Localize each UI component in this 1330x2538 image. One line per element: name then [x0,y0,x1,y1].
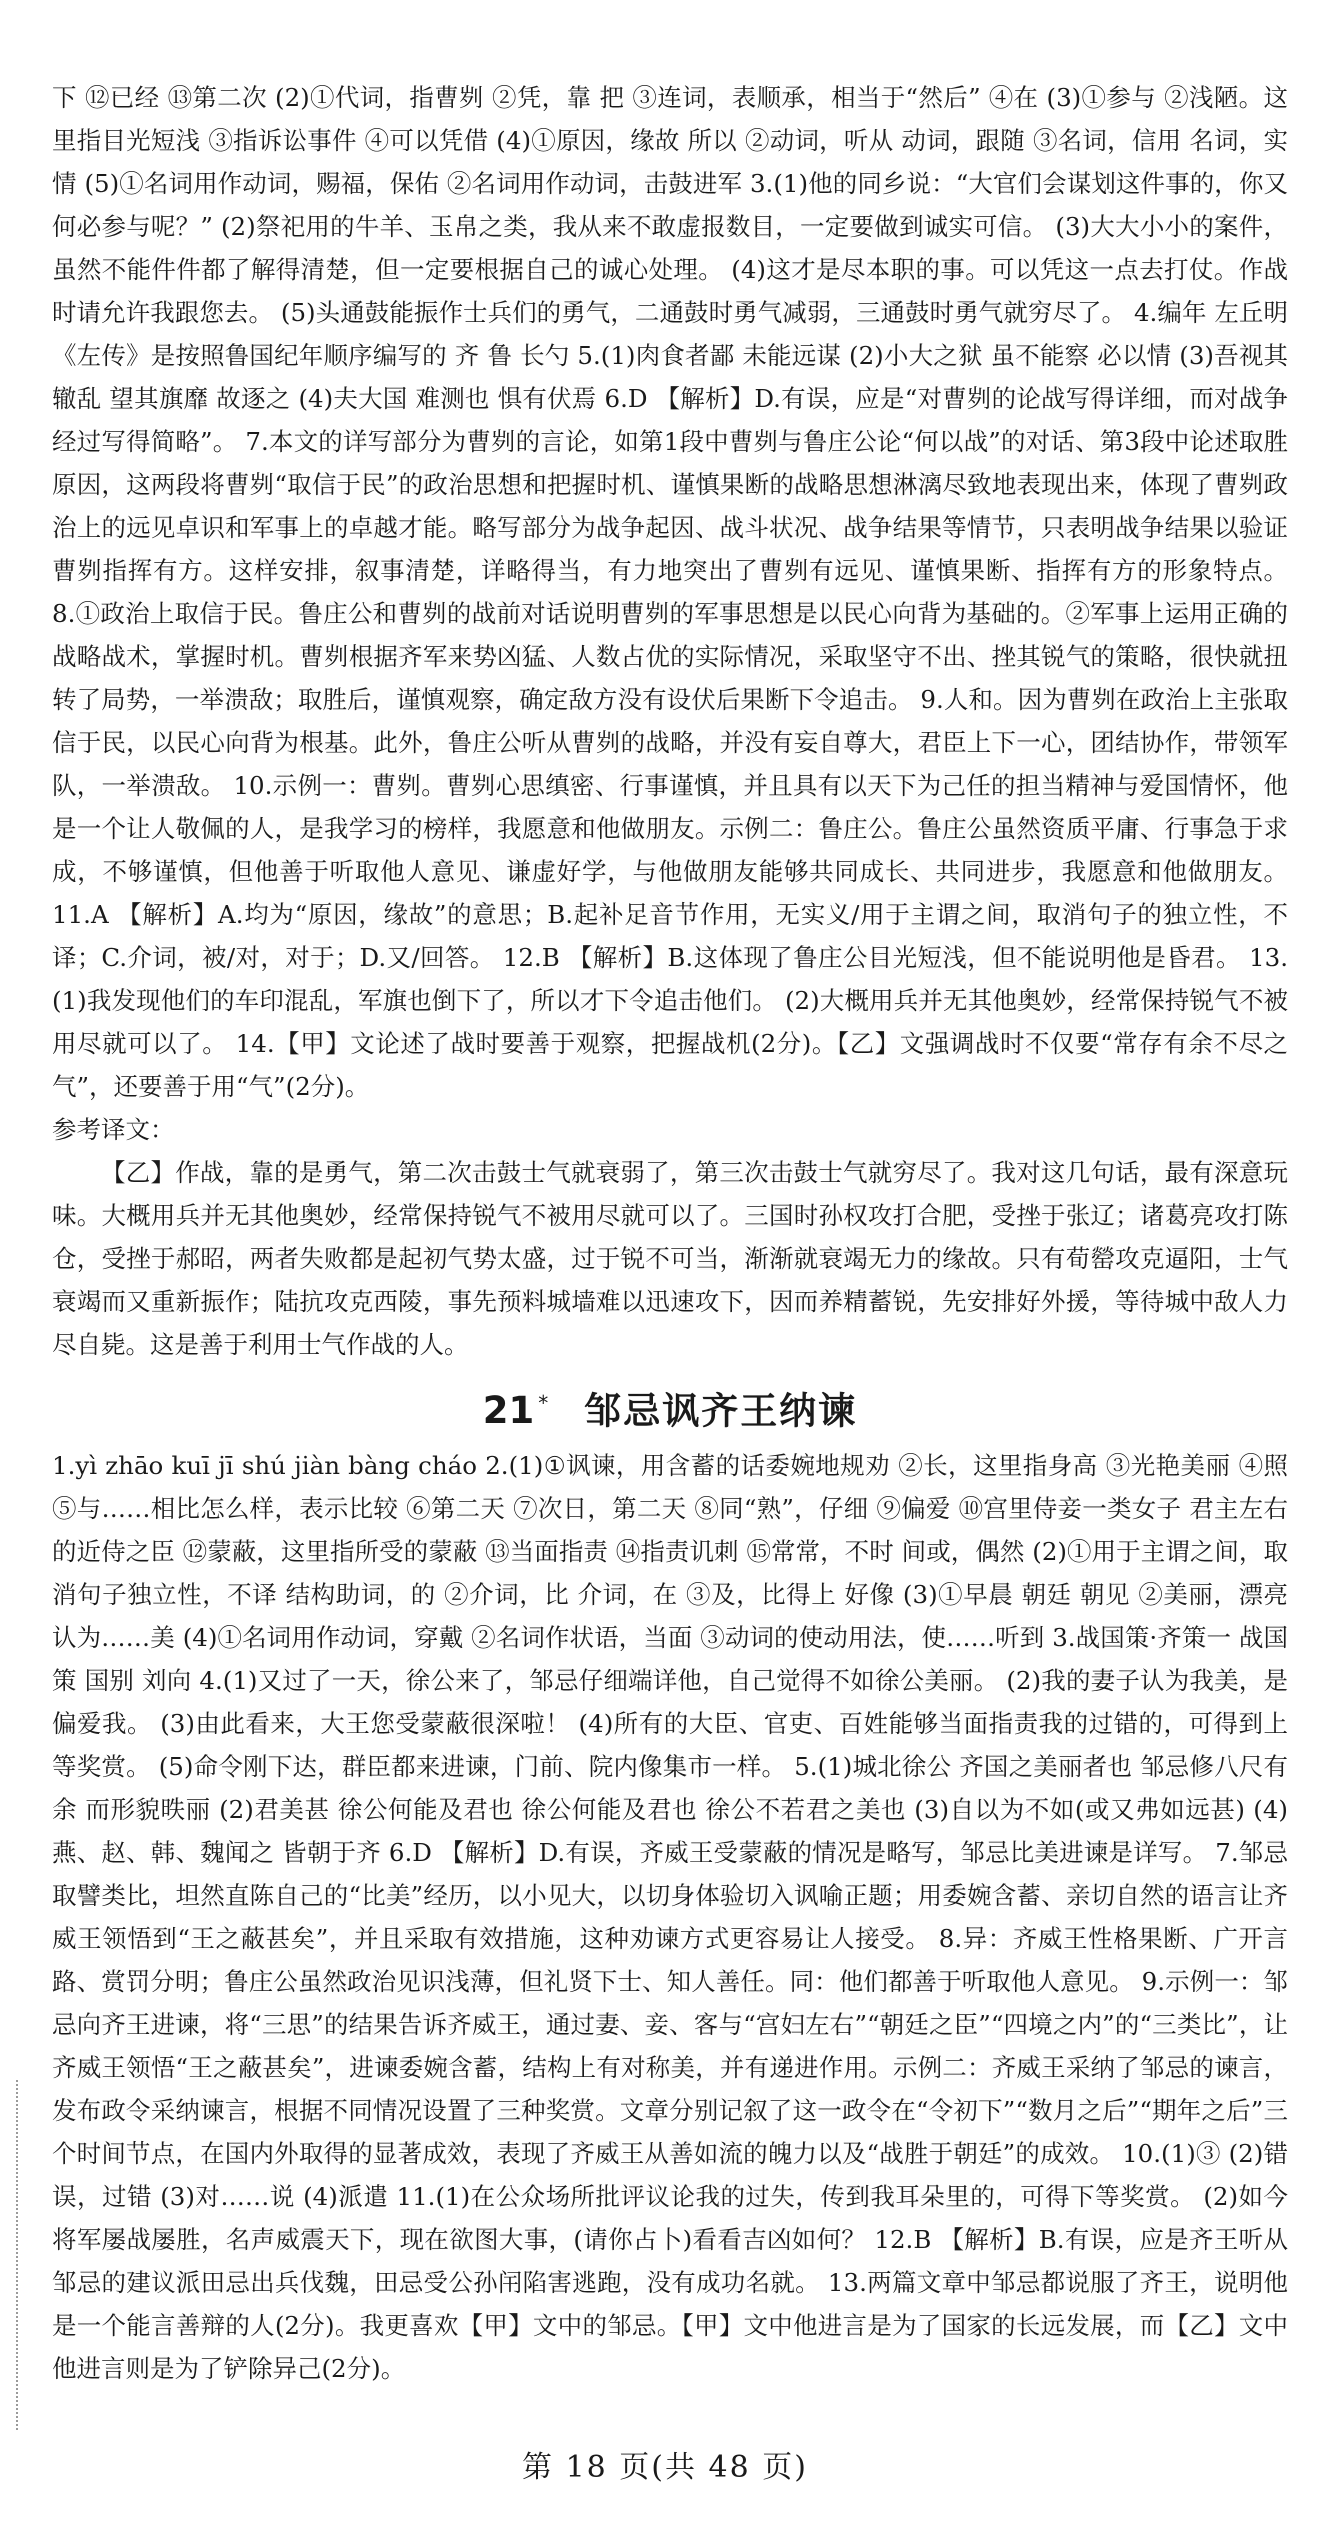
reference-label: 参考译文： [52,1115,175,1144]
reference-translation: 【乙】作战，靠的是勇气，第二次击鼓士气就衰弱了，第三次击鼓士气就穷尽了。我对这几句话，最有深意玩味。大概用兵并无其他奥妙，经常保持锐气不被用尽就可以了。三国时孙权攻打合肥，受挫于张辽；诸葛亮攻打陈仓，受挫于郝昭，两者失败都是起初气势太盛，过于锐不可当，渐渐就衰竭无力的缘故。只有荀罃攻克逼阳，士气衰竭而又重新振作；陆抗攻克西陵，事先预料城墙难以迅速攻下，因而养精蓄锐，先安排好外援，等待城中敌人力尽自毙。这是善于利用士气作战的人。 [52,1158,1288,1359]
lesson-heading [52,1372,1288,1442]
answer-block-20: 下 ⑫已经 ⑬第二次 (2)①代词，指曹刿 ②凭，靠 把 ③连词，表顺承，相当于“然后” ④在 (3)①参与 ②浅陋。这里指目光短浅 ③指诉讼事件 ④可以凭借 (4)①原因，缘故 所以 ②动词，听从 动词，跟随 ③名词，信用 名词，实情 (5)①名词用作动词，赐福，保佑 ②名词用作动词，击鼓进军 3.(1)他的同乡说：“大官们会谋划这件事的，你又何必参与呢？” (2)祭祀用的牛羊、玉帛之类，我从来不敢虚报数目，一定要做到诚实可信。 (3)大大小小的案件，虽然不能件件都了解得清楚，但一定要根据自己的诚心处理。 (4)这才是尽本职的事。可以凭这一点去打仗。作战时请允许我跟您去。 (5)头通鼓能振作士兵们的勇气，二通鼓时勇气减弱，三通鼓时勇气就穷尽了。 4.编年 左丘明 《左传》是按照鲁国纪年顺序编写的 齐 鲁 长勺 5.(1)肉食者鄙 未能远谋 (2)小大之狱 虽不能察 必以情 (3)吾视其辙乱 望其旗靡 故逐之 (4)夫大国 难测也 惧有伏焉 6.D 【解析】D.有误，应是“对曹刿的论战写得详细，而对战争经过写得简略”。 7.本文的详写部分为曹刿的言论，如第1段中曹刿与鲁庄公论“何以战”的对话、第3段中论述取胜原因，这两段将曹刿“取信于民”的政治思想和把握时机、谨慎果断的战略思想淋漓尽致地表现出来，体现了曹刿政治上的远见卓识和军事上的卓越才能。略写部分为战争起因、战斗状况、战争结果等情节，只表明战争结果以验证曹刿指挥有方。这样安排，叙事清楚，详略得当，有力地突出了曹刿有远见、谨慎果断、指挥有方的形象特点。 8.①政治上取信于民。鲁庄公和曹刿的战前对话说明曹刿的军事思想是以民心向背为基础的。②军事上运用正确的战略战术，掌握时机。曹刿根据齐军来势凶猛、人数占优的实际情况，采取坚守不出、挫其锐气的策略，很快就扭转了局势，一举溃敌；取胜后，谨慎观察，确定敌方没有设伏后果断下令追击。 9.人和。因为曹刿在政治上主张取信于民，以民心向背为根基。此外，鲁庄公听从曹刿的战略，并没有妄自尊大，君臣上下一心，团结协作，带领军队，一举溃敌。 10.示例一：曹刿。曹刿心思缜密、行事谨慎，并且具有以天下为己任的担当精神与爱国情怀，他是一个让人敬佩的人，是我学习的榜样，我愿意和他做朋友。示例二：鲁庄公。鲁庄公虽然资质平庸、行事急于求成，不够谨慎，但他善于听取他人意见、谦虚好学，与他做朋友能够共同成长、共同进步，我愿意和他做朋友。 11.A 【解析】A.均为“原因，缘故”的意思；B.起补足音节作用，无实义/用于主谓之间，取消句子的独立性，不译；C.介词，被/对，对于；D.又/回答。 12.B 【解析】B.这体现了鲁庄公目光短浅，但不能说明他是昏君。 13.(1)我发现他们的车印混乱，军旗也倒下了，所以才下令追击他们。 (2)大概用兵并无其他奥妙，经常保持锐气不被用尽就可以了。 14.【甲】文论述了战时要善于观察，把握战机(2分)。【乙】文强调战时不仅要“常存有余不尽之气”，还要善于用“气”(2分)。 [52,83,1288,1101]
page-footer: 第 18 页(共 48 页) [522,2450,808,2485]
lesson-title: 邹忌讽齐王纳谏 [584,1389,858,1433]
margin-dotted-line [16,2080,18,2430]
page-content [52,76,1288,2390]
lesson-number: 21 [482,1389,535,1433]
lesson-star-mark: * [538,1391,549,1415]
answer-block-21: 1.yì zhāo kuī jī shú jiàn bàng cháo 2.(1)①讽谏，用含蓄的话委婉地规劝 ②长，这里指身高 ③光艳美丽 ④照 ⑤与……相比怎么样，表示比较 ⑥第二天 ⑦次日，第二天 ⑧同“熟”，仔细 ⑨偏爱 ⑩宫里侍妾一类女子 君主左右的近侍之臣 ⑫蒙蔽，这里指所受的蒙蔽 ⑬当面指责 ⑭指责讥刺 ⑮常常，不时 间或，偶然 (2)①用于主谓之间，取消句子独立性，不译 结构助词，的 ②介词，比 介词，在 ③及，比得上 好像 (3)①早晨 朝廷 朝见 ②美丽，漂亮 认为……美 (4)①名词用作动词，穿戴 ②名词作状语，当面 ③动词的使动用法，使……听到 3.战国策·齐策一 战国策 国别 刘向 4.(1)又过了一天，徐公来了，邹忌仔细端详他，自己觉得不如徐公美丽。 (2)我的妻子认为我美，是偏爱我。 (3)由此看来，大王您受蒙蔽很深啦！ (4)所有的大臣、官吏、百姓能够当面指责我的过错的，可得到上等奖赏。 (5)命令刚下达，群臣都来进谏，门前、院内像集市一样。 5.(1)城北徐公 齐国之美丽者也 邹忌修八尺有余 而形貌昳丽 (2)君美甚 徐公何能及君也 徐公何能及君也 徐公不若君之美也 (3)自以为不如(或又弗如远甚) (4)燕、赵、韩、魏闻之 皆朝于齐 6.D 【解析】D.有误，齐威王受蒙蔽的情况是略写，邹忌比美进谏是详写。 7.邹忌取譬类比，坦然直陈自己的“比美”经历，以小见大，以切身体验切入讽喻正题；用委婉含蓄、亲切自然的语言让齐威王领悟到“王之蔽甚矣”，并且采取有效措施，这种劝谏方式更容易让人接受。 8.异：齐威王性格果断、广开言路、赏罚分明；鲁庄公虽然政治见识浅薄，但礼贤下士、知人善任。同：他们都善于听取他人意见。 9.示例一：邹忌向齐王进谏，将“三思”的结果告诉齐威王，通过妻、妾、客与“宫妇左右”“朝廷之臣”“四境之内”的“三类比”，让齐威王领悟“王之蔽甚矣”，进谏委婉含蓄，结构上有对称美，并有递进作用。示例二：齐威王采纳了邹忌的谏言，发布政令采纳谏言，根据不同情况设置了三种奖赏。文章分别记叙了这一政令在“令初下”“数月之后”“期年之后”三个时间节点，在国内外取得的显著成效，表现了齐威王从善如流的魄力以及“战胜于朝廷”的成效。 10.(1)③ (2)错误，过错 (3)对……说 (4)派遣 11.(1)在公众场所批评议论我的过失，传到我耳朵里的，可得下等奖赏。 (2)如今将军屡战屡胜，名声威震天下，现在欲图大事，(请你占卜)看看吉凶如何？ 12.B 【解析】B.有误，应是齐王听从邹忌的建议派田忌出兵伐魏，田忌受公孙闬陷害逃跑，没有成功名就。 13.两篇文章中邹忌都说服了齐王，说明他是一个能言善辩的人(2分)。我更喜欢【甲】文中的邹忌。【甲】文中他进言是为了国家的长远发展，而【乙】文中他进言则是为了铲除异己(2分)。 [52,1451,1288,2384]
